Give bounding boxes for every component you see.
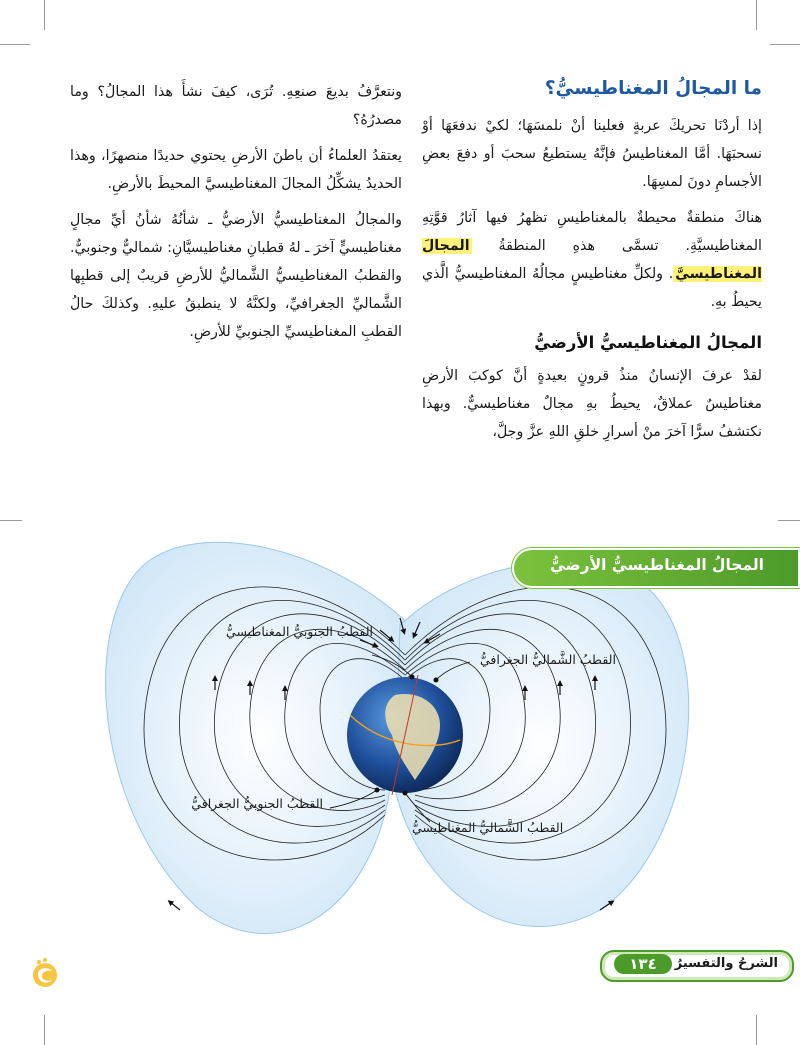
paragraph: يعتقدُ العلماءُ أن باطنَ الأرضِ يحتوي حديدًا منصهرًا، وهذا الحديدُ يشكِّلُ المجالَ المغناطيسيَّ المحيطَ بالأرضِ.: [70, 148, 402, 192]
paragraph: ونتعرَّفُ بديعَ صنعِهِ. تُرَى، كيفَ نشأَ هذا المجالُ؟ وما مصدرُهُ؟: [70, 84, 402, 128]
crop-mark: [756, 1015, 757, 1045]
label-north-magnetic-pole: القطبُ الشَّماليُّ المغناطيسيُّ: [412, 820, 564, 835]
crop-mark: [44, 0, 45, 30]
paragraph: إذا أردْنَا تحريكَ عربةٍ فعلينا أنْ نلمسَهَا؛ لكيْ ندفعَهَا أوْ نسحبَهَا. أمَّا المغناطيسُ فإنَّهُ يستطيعُ سحبَ أو دفعَ بعضِ الأجسامِ دونَ لمسِهَا.: [422, 118, 762, 190]
page-footer: [600, 950, 794, 982]
page-number: ١٣٤: [614, 954, 672, 974]
label-south-geographic-pole: القطبُ الجنوبيُّ الجغرافيُّ: [191, 796, 323, 811]
publisher-logo: [28, 956, 62, 990]
crop-mark: [44, 1015, 45, 1045]
section-label: الشرحُ والتفسيرُ: [674, 956, 778, 971]
paragraph: لقدْ عرفَ الإنسانُ منذُ قرونٍ بعيدةٍ أنَّ كوكبَ الأرضِ مغناطيسٌ عملاقٌ، يحيطُ بهِ مجالٌ مغناطيسيٌّ. وبهذا نكتشفُ سرًّا آخرَ منْ أسرارِ خلقِ اللهِ عزَّ وجلَّ،: [422, 368, 762, 440]
crop-mark: [756, 0, 757, 30]
paragraph-definition: [422, 204, 762, 316]
paragraph: والمجالُ المغناطيسيُّ الأرضيُّ ـ شأنُهُ شأنُ أيِّ مجالٍ مغناطيسيٍّ آخرَ ـ لهُ قطبانِ مغناطيسيَّانِ: شماليٌّ وجنوبيٌّ. والقطبُ المغناطيسيُّ الشَّماليُّ للأرضِ قريبٌ إلى قطبِها الشَّماليِّ الجغرافيِّ، ولكنَّهُ لا ينطبقُ عليهِ. وكذلكَ حالُ القطبِ المغناطيسيِّ الجنوبيِّ للأرضِ.: [70, 212, 402, 340]
crop-mark: [0, 44, 30, 45]
left-column: [70, 78, 402, 354]
subheading: المجالُ المغناطيسيُّ الأرضيُّ: [534, 333, 762, 352]
text-fragment: . ولكلِّ مغناطيسٍ مجالُهُ المغناطيسيُّ الَّذي يحيطُ بهِ.: [422, 266, 762, 310]
crop-mark: [770, 44, 800, 45]
figure-title: المجالُ المغناطيسيُّ الأرضيُّ: [550, 556, 764, 574]
right-column: [422, 72, 762, 454]
label-north-geographic-pole: القطبُ الشَّماليُّ الجغرافيُّ: [480, 652, 616, 667]
section-heading: ما المجالُ المغناطيسيُّ؟: [544, 78, 762, 99]
label-south-magnetic-pole: القطبُ الجنوبيُّ المغناطيسيُّ: [226, 624, 373, 639]
highlighted-term: المجالَ المغناطيسيَّ: [422, 238, 762, 282]
figure-title-banner: [512, 548, 800, 588]
text-fragment: هناكَ منطقةٌ محيطةٌ بالمغناطيسِ تظهرُ فيها آثارُ قوَّتِهِ المغناطيسيَّةِ. تسمَّى هذهِ المنطقةُ: [422, 210, 762, 254]
